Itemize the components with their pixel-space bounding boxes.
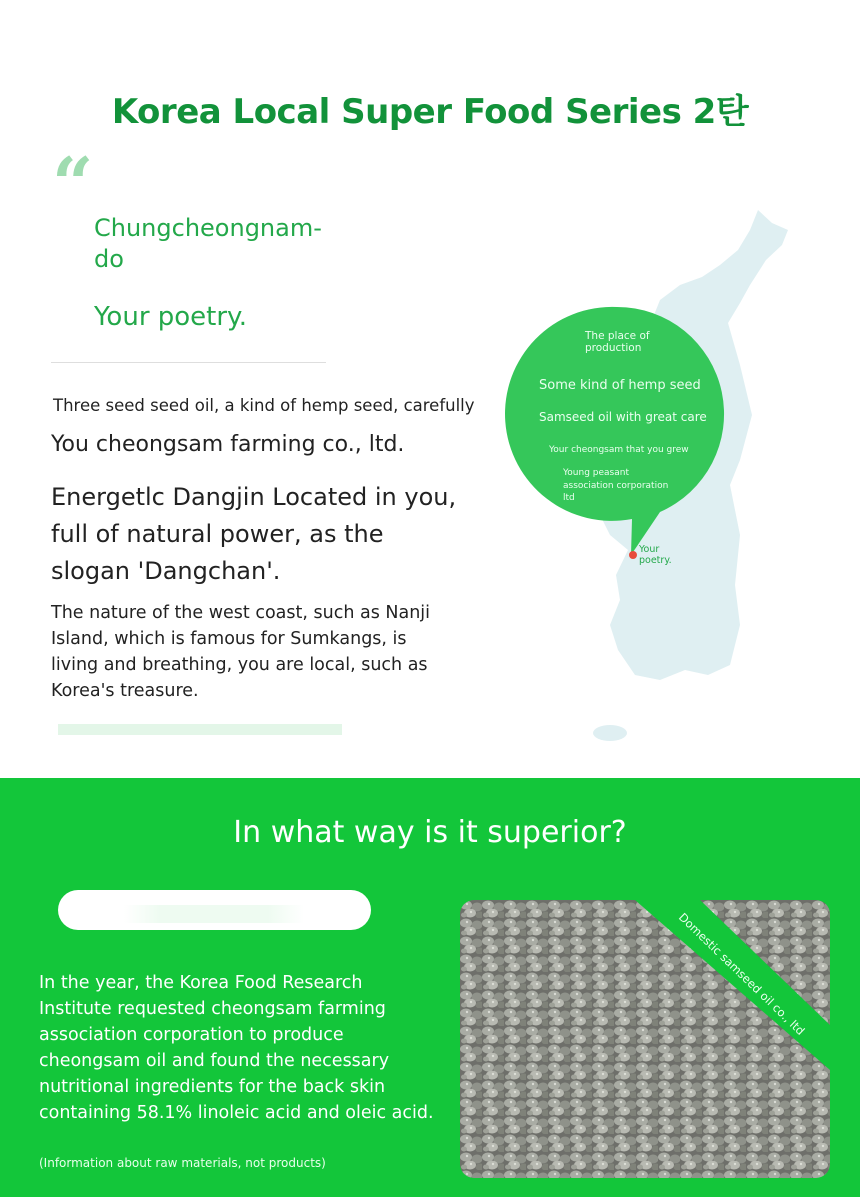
poetry-subtitle: Your poetry.	[94, 302, 248, 332]
bubble-item-2: Samseed oil with great care	[539, 410, 707, 424]
bubble-item-4: Young peasant association corporation ltd	[563, 468, 669, 503]
research-paragraph: In the year, the Korea Food Research Institute requested cheongsam farming association corporation to produce cheongsam oil and found the necessary nutritional ingredients for the back skin containing 58.1% linoleic acid and oleic acid.	[39, 973, 434, 1123]
slogan-text: Energetlc Dangjin Located in you, full of natural power, as the slogan 'Dangchan'.	[51, 483, 457, 585]
nature-description: The nature of the west coast, such as Nanji Island, which is famous for Sumkangs, is living and breathing, you are local, such as Korea's treasure.	[51, 603, 431, 701]
intro-line-1: Three seed seed oil, a kind of hemp seed, carefully	[53, 396, 475, 415]
company-name: You cheongsam farming co., ltd.	[51, 432, 405, 457]
pin-label: Your poetry.	[639, 544, 672, 566]
footnote: (Information about raw materials, not products)	[39, 1156, 326, 1170]
divider	[51, 362, 326, 363]
ribbon-text: Domestic samseed oil co., ltd	[675, 910, 808, 1038]
page-title: Korea Local Super Food Series 2탄	[111, 92, 749, 132]
bubble-item-1: Some kind of hemp seed	[539, 378, 701, 393]
quote-mark-icon: “	[52, 141, 94, 226]
decorative-bar	[58, 724, 342, 735]
location-pin-icon	[629, 551, 637, 559]
pill-decoration	[124, 905, 304, 923]
section-title: In what way is it superior?	[233, 815, 627, 850]
bubble-item-3: Your cheongsam that you grew	[549, 445, 689, 455]
hemp-seeds-image	[460, 900, 830, 1178]
bubble-heading: The place of production	[585, 330, 650, 354]
region-name: Chungcheongnam-do	[94, 214, 322, 273]
